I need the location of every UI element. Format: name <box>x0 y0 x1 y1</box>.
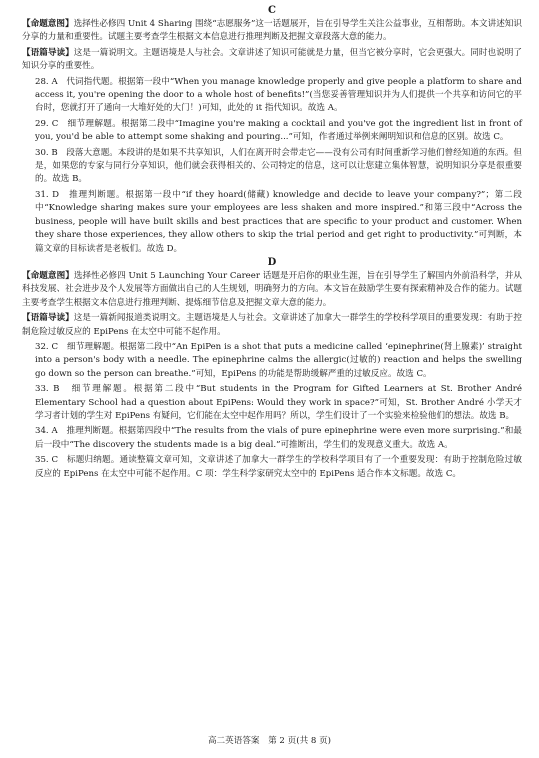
guide-tag: 【语篇导读】 <box>22 47 74 58</box>
section-c-guide <box>22 47 522 74</box>
answer-28: 28. A 代词指代题。根据第一段中“When you manage knowledge properly and give people a platform to share and access it, you're opening the door to a whole host of benefits!”(当您妥善管理知识并为人们提供一个共享和访问它的平台时，您就打开了通向一大堆好处的大门！)可知，此处的 it 指代知识。故选 A。 <box>35 76 522 114</box>
section-d-intent <box>22 270 522 310</box>
answer-31: 31. D 推理判断题。根据第一段中“if they hoard(储藏) knowledge and decide to leave your company?”；第二段中“Knowledge sharing makes sure your employees are less shaken and more inspired.”和第三段中“Across the business, people will have built skills and best practices that are specific to your product and customer. When they share those experiences, they allow others to skip the trial period and get right to productivity.”可判断，本篇文章的目标读者是老板们。故选 D。 <box>35 189 522 254</box>
answer-32: 32. C 细节理解题。根据第二段中“An EpiPen is a shot that puts a medicine called ‘epinephrine(肾上腺素)’ straight into a person's body with a needle. The epinephrine calms the allergic(过敏的) reaction and helps the swelling go down so the person can breathe.”可知，EpiPens 的功能是帮助缓解严重的过敏反应。故选 C。 <box>35 341 522 379</box>
page-footer: 高二英语答案 第 2 页(共 8 页) <box>207 736 332 746</box>
page-content <box>22 4 522 481</box>
intent-tag: 【命题意图】 <box>22 19 74 29</box>
section-c-heading: C <box>268 5 276 16</box>
guide-tag: 【语篇导读】 <box>22 313 74 324</box>
answer-35: 35. C 标题归纳题。通读整篇文章可知，文章讲述了加拿大一群学生的学校科学项目有了一个重要发现：有助于控制危险过敏反应的 EpiPens 在太空中可能不起作用。C 项：学生科学家研究太空中的 EpiPens 适合作本文标题。故选 C。 <box>35 455 522 479</box>
section-d-guide <box>22 312 522 339</box>
intent-text: 选择性必修四 Unit 5 Launching Your Career 话题是开启你的职业生涯，旨在引导学生了解国内外前沿科学，并从科技发展、社会进步及个人发展等方面做出自己的人生规划，明确努力的方向。本文旨在鼓励学生要有探索精神及合作的能力。试题主要考查学生根据文本信息进行推理判断、提炼细节信息及把握文章大意的能力。 <box>22 270 522 308</box>
answer-33: 33. B 细节理解题。根据第二段中“But students in the Program for Gifted Learners at St. Brother André Elementary School had a question about EpiPens: Would they work in space?”可知，St. Brother André 小学天才学习者计划的学生对 EpiPens 有疑问，它们能在太空中起作用吗？所以，学生们设计了一个实验来检验他们的想法。故选 B。 <box>35 384 522 421</box>
intent-tag: 【命题意图】 <box>22 270 74 281</box>
answer-29: 29. C 细节理解题。根据第二段中“Imagine you're making a cocktail and you've got the ingredient list in front of you, you'd be able to attempt some shaking and pouring...”可知，作者通过举例来阐明知识和信息的区别。故选 C。 <box>35 118 522 143</box>
guide-text: 这是一篇说明文。主题语境是人与社会。文章讲述了知识可能就是力量，但当它被分享时，它会更强大。同时也说明了知识分享的重要性。 <box>22 47 522 72</box>
guide-text: 这是一篇新闻报道类说明文。主题语境是人与社会。文章讲述了加拿大一群学生的学校科学项目的重要发现：有助于控制危险过敏反应的 EpiPens 在太空中可能不起作用。 <box>22 313 522 337</box>
section-c-intent <box>22 18 522 45</box>
section-d-heading: D <box>267 256 277 268</box>
answer-34: 34. A 推理判断题。根据第四段中“The results from the vials of pure epinephrine were even more surprising.”和最后一段中“The discovery the students made is a big deal.”可推断出，学生们的发现意义重大。故选 A。 <box>35 426 522 450</box>
answer-30: 30. B 段落大意题。本段讲的是如果不共享知识，人们在离开时会带走它——没有公司有时间重新学习他们曾经知道的东西。但是，如果您的专家与同行分享知识，他们就会获得相关的、公司特定的信息，这可以让您建立集体智慧，说明知识分享是很重要的。故选 B。 <box>35 147 522 185</box>
intent-text: 选择性必修四 Unit 4 Sharing 围绕“志愿服务”这一话题展开，旨在引导学生关注公益事业，互相帮助。本文讲述知识分享的力量和重要性。试题主要考查学生根据文本信息进行推理判断及把握文章段落大意的能力。 <box>22 19 522 43</box>
